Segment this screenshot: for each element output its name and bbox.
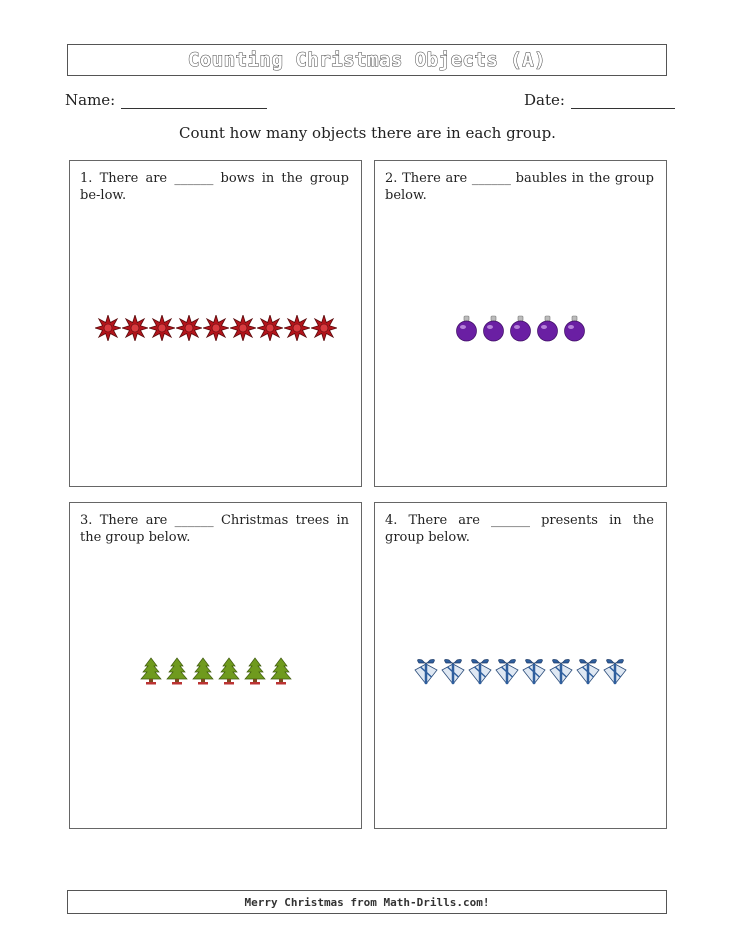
bow-icon <box>122 315 148 341</box>
bauble-icon <box>536 315 559 342</box>
question-panel-3 <box>69 502 362 829</box>
christmas-tree-icon <box>217 657 241 685</box>
christmas-tree-icon <box>191 657 215 685</box>
name-field <box>65 90 267 109</box>
bow-icon <box>95 315 121 341</box>
footer-text: Merry Christmas from Math-Drills.com! <box>244 895 490 909</box>
christmas-tree-group <box>70 657 361 685</box>
date-input-line[interactable] <box>571 90 675 109</box>
footer-box <box>67 890 667 914</box>
bauble-icon <box>455 315 478 342</box>
present-icon <box>575 657 601 685</box>
date-label: Date: <box>524 91 565 109</box>
present-icon <box>467 657 493 685</box>
bow-icon <box>203 315 229 341</box>
title-box <box>67 44 667 76</box>
present-icon <box>548 657 574 685</box>
question-panel-2 <box>374 160 667 487</box>
question-panel-4 <box>374 502 667 829</box>
date-field <box>524 90 675 109</box>
bow-icon <box>149 315 175 341</box>
question-text-4: 4. There are ______ presents in the group below. <box>385 513 654 545</box>
bow-icon <box>176 315 202 341</box>
name-label: Name: <box>65 91 116 109</box>
question-panel-1 <box>69 160 362 487</box>
present-icon <box>494 657 520 685</box>
christmas-tree-icon <box>269 657 293 685</box>
christmas-tree-icon <box>243 657 267 685</box>
present-icon <box>440 657 466 685</box>
worksheet-title: Counting Christmas Objects (A) <box>187 49 547 71</box>
present-icon <box>521 657 547 685</box>
name-input-line[interactable] <box>121 90 267 109</box>
bauble-icon <box>482 315 505 342</box>
present-icon <box>602 657 628 685</box>
instructions: Count how many objects there are in each group. <box>179 124 556 142</box>
bow-icon <box>311 315 337 341</box>
question-text-2: 2. There are ______ baubles in the group below. <box>385 171 654 203</box>
bow-icon <box>257 315 283 341</box>
bauble-icon <box>563 315 586 342</box>
christmas-tree-icon <box>165 657 189 685</box>
bauble-group <box>375 315 666 342</box>
present-group <box>375 657 666 685</box>
bow-icon <box>284 315 310 341</box>
bauble-icon <box>509 315 532 342</box>
question-text-1: 1. There are ______ bows in the group be-low. <box>80 171 349 203</box>
christmas-tree-icon <box>139 657 163 685</box>
question-text-3: 3. There are ______ Christmas trees in the group below. <box>80 513 349 545</box>
present-icon <box>413 657 439 685</box>
bow-icon <box>230 315 256 341</box>
bow-group <box>70 315 361 341</box>
